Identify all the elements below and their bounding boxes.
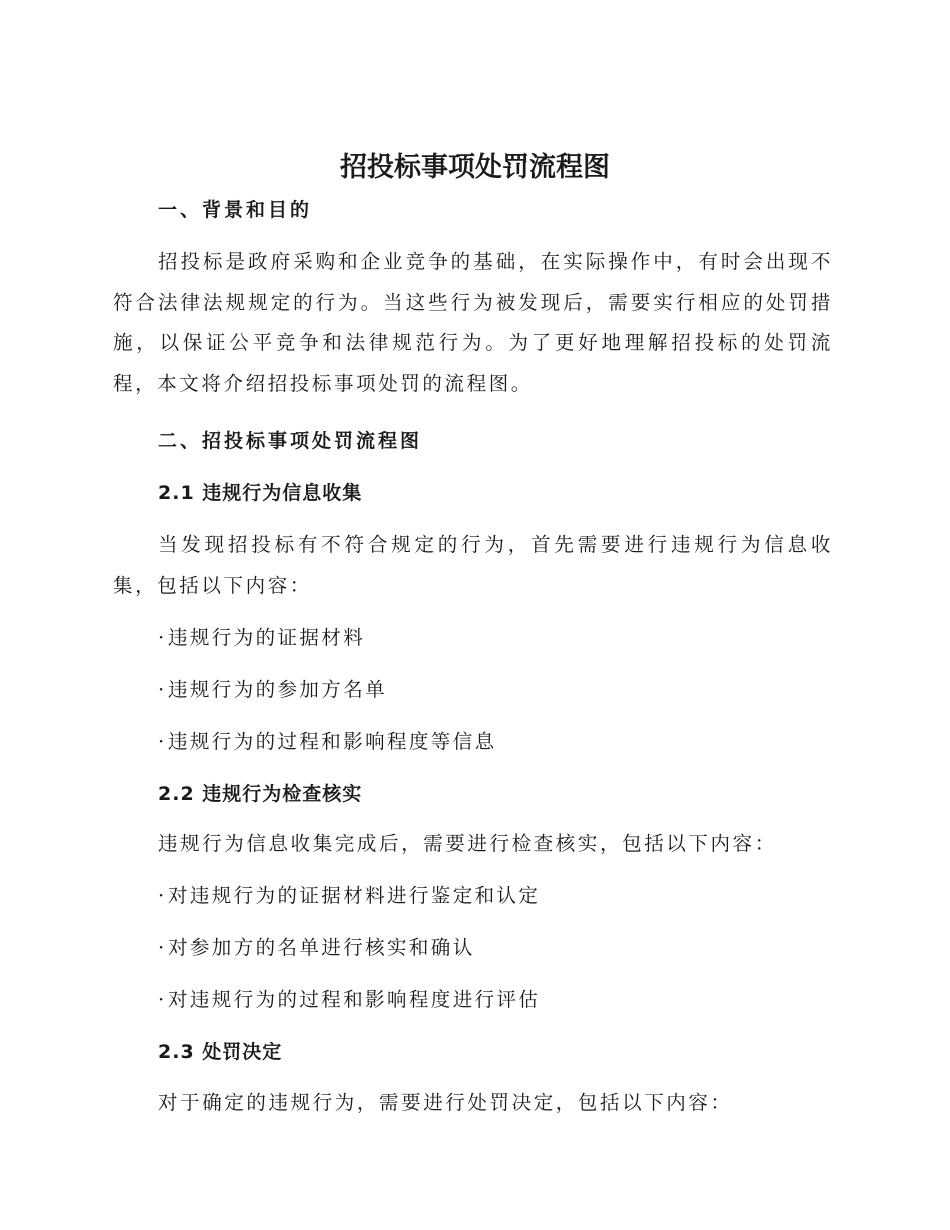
verification-paragraph: 违规行为信息收集完成后，需要进行检查核实，包括以下内容： (158, 832, 777, 855)
list-item-text: 对违规行为的证据材料进行鉴定和认定 (168, 884, 541, 907)
penalty-decision-paragraph: 对于确定的违规行为，需要进行处罚决定，包括以下内容： (158, 1091, 733, 1114)
list-item (158, 882, 540, 910)
list-item (158, 986, 540, 1014)
list-item (158, 676, 387, 704)
list-item-text: 对参加方的名单进行核实和确认 (168, 936, 475, 959)
subsection-heading-info-collection: 2.1 违规行为信息收集 (158, 482, 363, 504)
bullet-marker: · (158, 626, 167, 649)
bullet-marker: · (158, 730, 167, 753)
list-item-text: 对违规行为的过程和影响程度进行评估 (168, 988, 541, 1011)
list-item-text: 违规行为的过程和影响程度等信息 (168, 730, 497, 753)
subsection-heading-verification: 2.2 违规行为检查核实 (158, 783, 363, 805)
bullet-marker: · (158, 936, 167, 959)
list-item (158, 624, 365, 652)
subsection-heading-penalty-decision: 2.3 处罚决定 (158, 1041, 283, 1063)
list-item-text: 违规行为的证据材料 (168, 626, 366, 649)
section-heading-flowchart: 二、招投标事项处罚流程图 (158, 430, 423, 452)
list-item (158, 934, 475, 962)
bullet-marker: · (158, 678, 167, 701)
info-collection-paragraph: 当发现招投标有不符合规定的行为，首先需要进行违规行为信息收集，包括以下内容： (113, 533, 833, 597)
background-paragraph: 招投标是政府采购和企业竞争的基础，在实际操作中，有时会出现不符合法律法规规定的行为。当这些行为被发现后，需要实行相应的处罚措施，以保证公平竞争和法律规范行为。为了更好地理解招投标的处罚流程，本文将介绍招投标事项处罚的流程图。 (113, 250, 833, 395)
bullet-marker: · (158, 988, 167, 1011)
bullet-marker: · (158, 884, 167, 907)
document-title: 招投标事项处罚流程图 (340, 152, 610, 183)
list-item (158, 728, 497, 756)
list-item-text: 违规行为的参加方名单 (168, 678, 388, 701)
section-heading-background: 一、背景和目的 (158, 199, 313, 221)
